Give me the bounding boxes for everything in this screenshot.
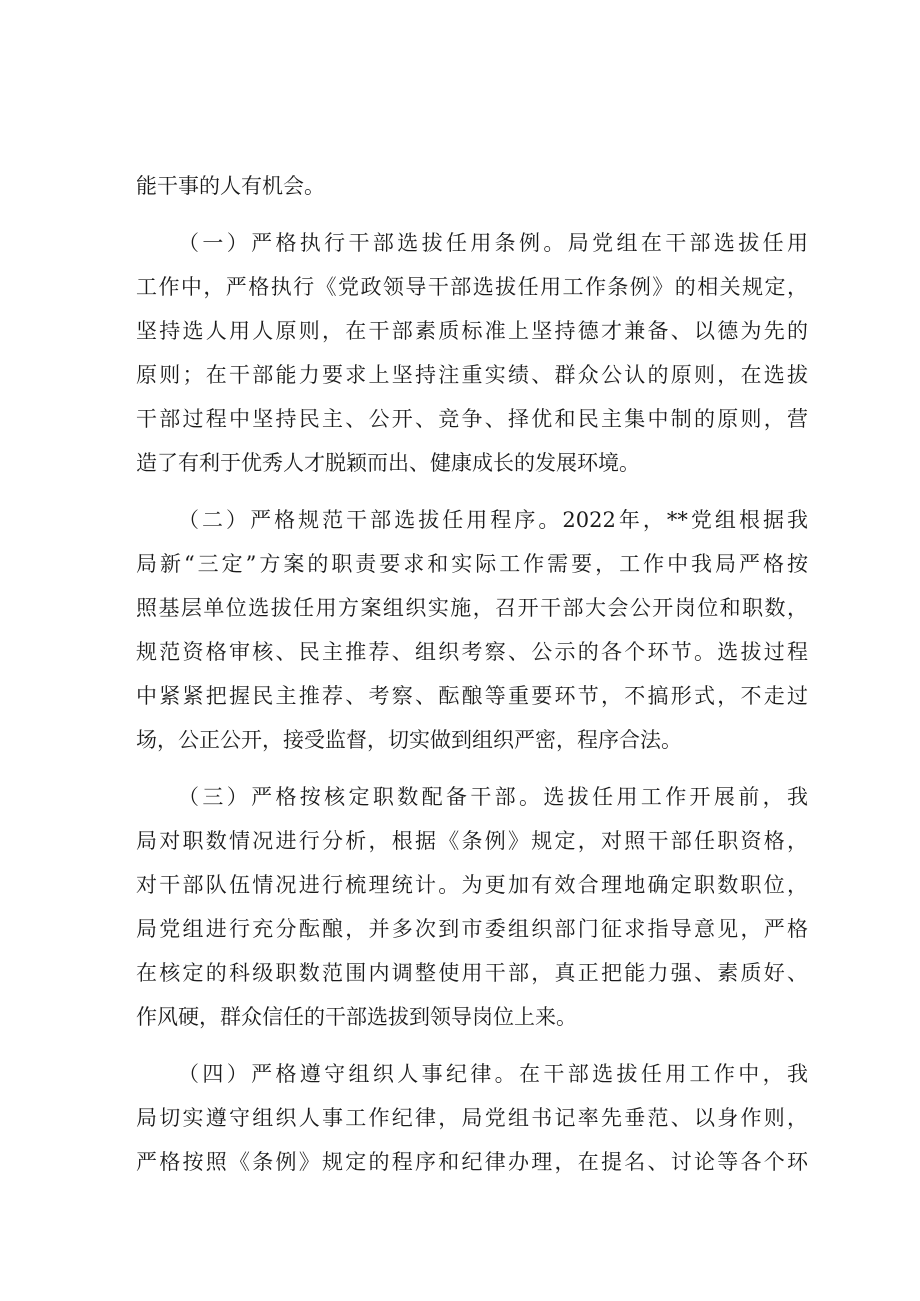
paragraph-section-4 (136, 1052, 808, 1184)
document-body (136, 164, 808, 1184)
text-line: 对干部队伍情况进行梳理统计。为更加有效合理地确定职数职位， (136, 873, 808, 897)
paragraph-section-2 (136, 498, 808, 762)
text-line: 作风硬，群众信任的干部选拔到领导岗位上来。 (136, 1005, 577, 1029)
text-line: 能干事的人有机会。 (136, 174, 325, 198)
text-line: 造了有利于优秀人才脱颖而出、健康成长的发展环境。 (136, 451, 640, 475)
section-heading-line: （二）严格规范干部选拔任用程序。2022年，**党组根据我 (178, 508, 808, 532)
text-line: 局切实遵守组织人事工作纪律，局党组书记率先垂范、以身作则， (136, 1106, 808, 1130)
text-line: 坚持选人用人原则，在干部素质标准上坚持德才兼备、以德为先的 (136, 319, 808, 343)
section-heading-line: （三）严格按核定职数配备干部。选拔任用工作开展前，我 (178, 785, 808, 809)
section-heading-line: （四）严格遵守组织人事纪律。在干部选拔任用工作中，我 (178, 1062, 808, 1086)
text-line: 干部过程中坚持民主、公开、竞争、择优和民主集中制的原则，营 (136, 407, 808, 431)
text-line: 中紧紧把握民主推荐、考察、酝酿等重要环节，不搞形式，不走过 (136, 684, 808, 708)
text-line: 照基层单位选拔任用方案组织实施，召开干部大会公开岗位和职数， (136, 596, 808, 620)
text-line: 局党组进行充分酝酿，并多次到市委组织部门征求指导意见，严格 (136, 917, 808, 941)
text-line: 原则；在干部能力要求上坚持注重实绩、群众公认的原则，在选拔 (136, 363, 808, 387)
paragraph-section-1 (136, 221, 808, 485)
paragraph-continuation (136, 164, 808, 208)
text-line: 局新“三定”方案的职责要求和实际工作需要，工作中我局严格按 (136, 552, 808, 576)
text-line: 工作中，严格执行《党政领导干部选拔任用工作条例》的相关规定， (136, 275, 808, 299)
section-heading-line: （一）严格执行干部选拔任用条例。局党组在干部选拔任用 (178, 231, 808, 255)
text-line: 场，公正公开，接受监督，切实做到组织严密，程序合法。 (136, 728, 682, 752)
text-line: 严格按照《条例》规定的程序和纪律办理，在提名、讨论等各个环 (136, 1150, 808, 1174)
paragraph-section-3 (136, 775, 808, 1039)
text-line: 局对职数情况进行分析，根据《条例》规定，对照干部任职资格， (136, 829, 808, 853)
text-line: 在核定的科级职数范围内调整使用干部，真正把能力强、素质好、 (136, 961, 808, 985)
text-line: 规范资格审核、民主推荐、组织考察、公示的各个环节。选拔过程 (136, 640, 808, 664)
